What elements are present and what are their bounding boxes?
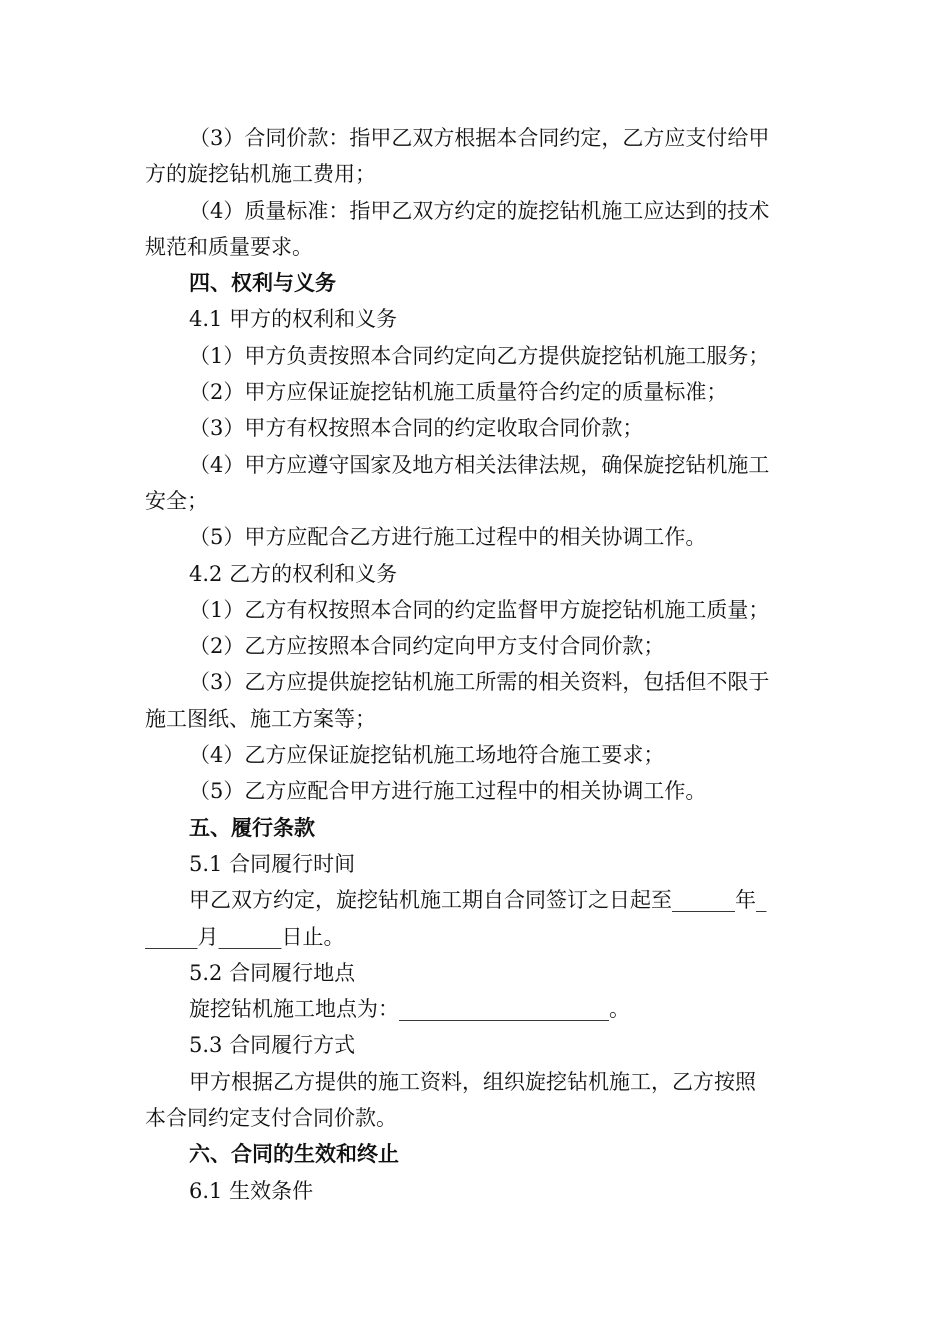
text-line: 安全；: [145, 488, 208, 513]
text-line: （3）合同价款：指甲乙双方根据本合同约定，乙方应支付给甲: [189, 126, 770, 150]
text-line: （4）乙方应保证旋挖钻机施工场地符合施工要求；: [189, 743, 665, 768]
section-heading: 四、权利与义务: [189, 270, 336, 296]
text-line: 甲乙双方约定，旋挖钻机施工期自合同签订之日起至______年_: [189, 888, 767, 913]
text-line: 旋挖钻机施工地点为：____________________。: [189, 997, 630, 1022]
text-line: （2）乙方应按照本合同约定向甲方支付合同价款；: [189, 634, 665, 659]
text-line: 4.2 乙方的权利和义务: [189, 561, 398, 586]
text-line: 施工图纸、施工方案等；: [145, 706, 376, 731]
text-line: （4）质量标准：指甲乙双方约定的旋挖钻机施工应达到的技术: [189, 198, 770, 223]
text-line: （1）甲方负责按照本合同约定向乙方提供旋挖钻机施工服务；: [189, 343, 770, 368]
text-line: 4.1 甲方的权利和义务: [189, 307, 398, 332]
text-line: 5.1 合同履行时间: [189, 851, 356, 876]
text-line: （4）甲方应遵守国家及地方相关法律法规，确保旋挖钻机施工: [189, 452, 770, 477]
section-heading: 五、履行条款: [189, 814, 315, 840]
section-heading: 六、合同的生效和终止: [189, 1141, 399, 1167]
text-line: 6.1 生效条件: [189, 1178, 314, 1203]
text-line: 5.3 合同履行方式: [189, 1033, 356, 1058]
text-line: （2）甲方应保证旋挖钻机施工质量符合约定的质量标准；: [189, 380, 728, 405]
text-line: _____月______日止。: [145, 924, 345, 949]
text-line: 5.2 合同履行地点: [189, 960, 356, 985]
document-body: [145, 120, 810, 1209]
text-line: （1）乙方有权按照本合同的约定监督甲方旋挖钻机施工质量；: [189, 597, 770, 622]
text-line: 规范和质量要求。: [145, 234, 313, 259]
text-line: 甲方根据乙方提供的施工资料，组织旋挖钻机施工，乙方按照: [189, 1069, 756, 1094]
text-line: 方的旋挖钻机施工费用；: [145, 162, 376, 187]
text-line: （5）乙方应配合甲方进行施工过程中的相关协调工作。: [189, 779, 707, 804]
text-line: （5）甲方应配合乙方进行施工过程中的相关协调工作。: [189, 525, 707, 550]
text-line: （3）乙方应提供旋挖钻机施工所需的相关资料，包括但不限于: [189, 670, 770, 695]
text-line: （3）甲方有权按照本合同的约定收取合同价款；: [189, 416, 644, 441]
text-line: 本合同约定支付合同价款。: [145, 1106, 397, 1131]
